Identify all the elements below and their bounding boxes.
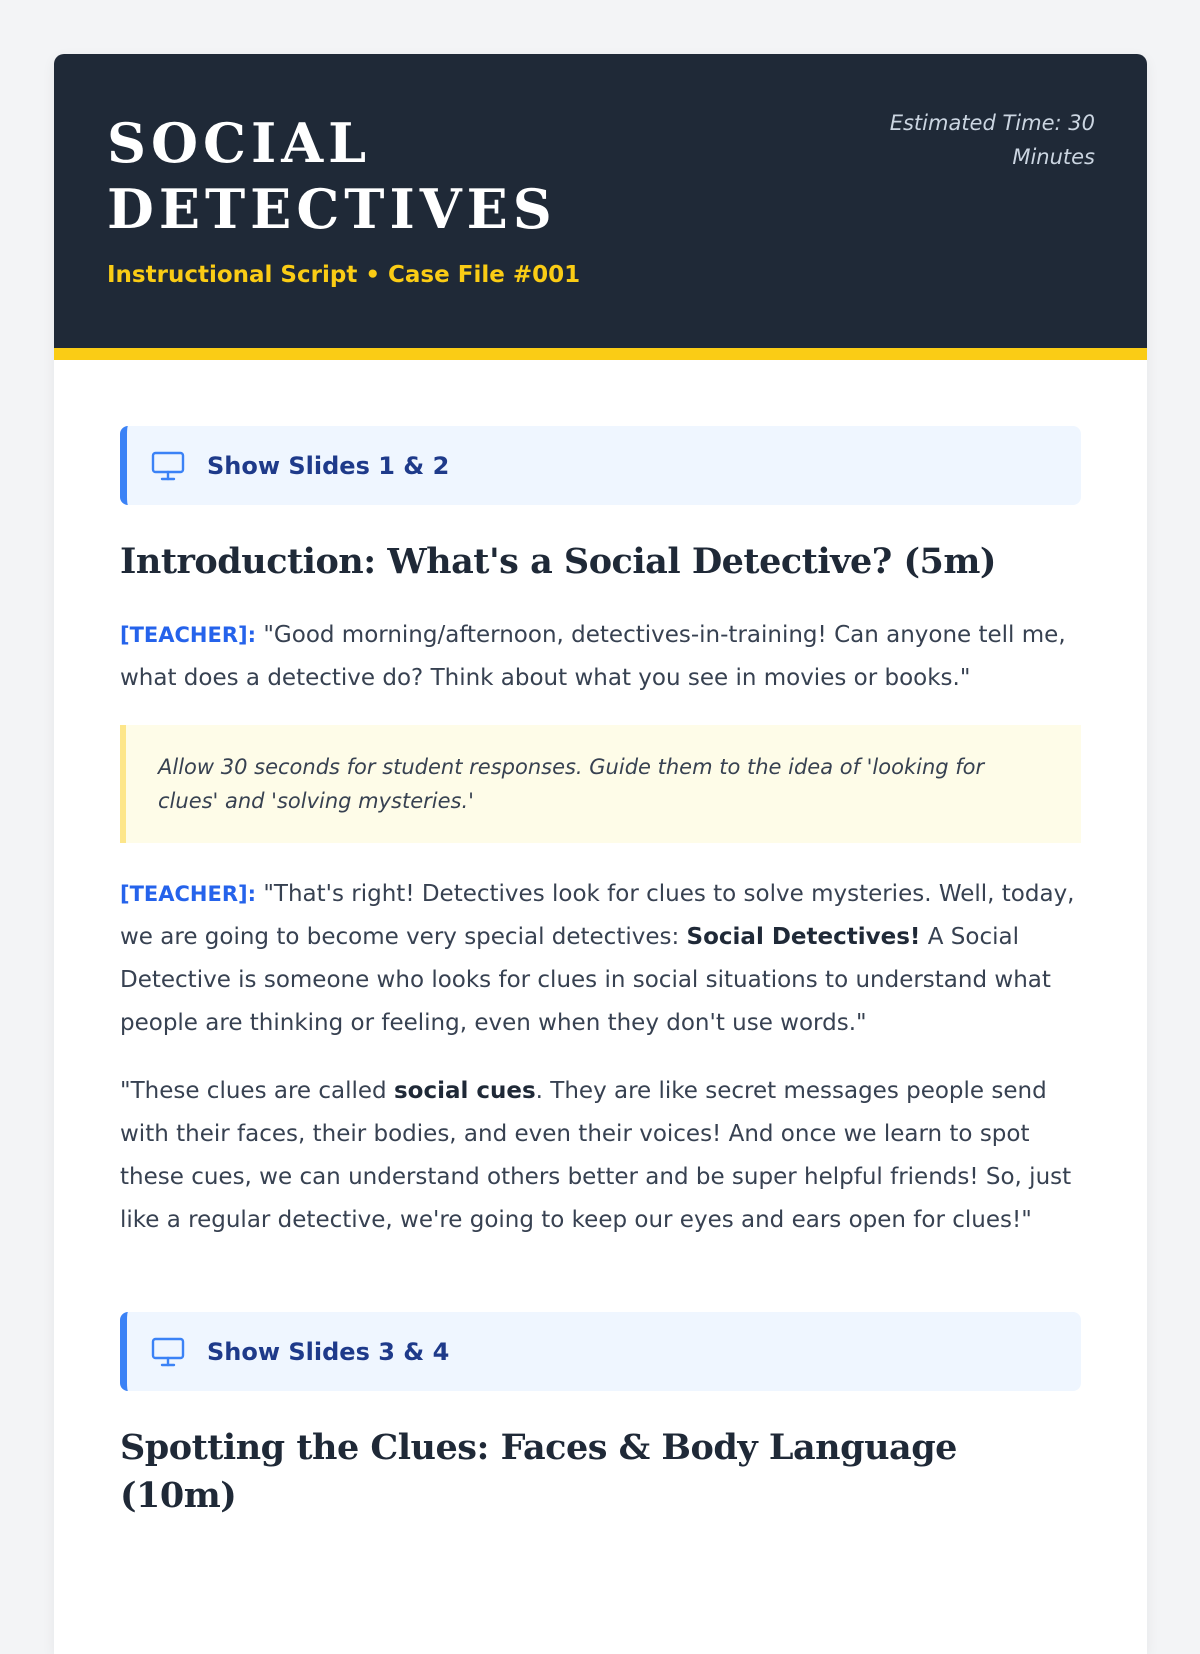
teacher-note: Allow 30 seconds for student responses. Guide them to the idea of 'looking for clues' and 'solving mysteries.' (120, 725, 1081, 843)
monitor-icon (151, 1337, 185, 1367)
monitor-icon (151, 451, 185, 481)
paragraph-text: "These clues are called (120, 1078, 394, 1104)
page-title (107, 110, 627, 242)
paragraph-text: . They are like secret messages people send with their faces, their bodies, and even their voices! And once we learn to spot these cues, we can understand others better and be super helpful friends! So, just like a regular detective, we're going to keep our eyes and ears open for clues!" (120, 1078, 1072, 1233)
title-line-2: DETECTIVES (107, 177, 557, 241)
teacher-line-text: "Good morning/afternoon, detectives-in-training! Can anyone tell me, what does a detective do? Think about what you see in movies or books." (120, 622, 1066, 691)
teacher-line (120, 873, 1081, 1045)
teacher-line-text: "That's right! Detectives look for clues to solve mysteries. Well, today, we are going to become very special detectives: (120, 881, 1075, 950)
section-title: Introduction: What's a Social Detective? (5m) (120, 541, 996, 582)
speaker-label: [TEACHER]: (120, 623, 257, 647)
page-subtitle: Instructional Script • Case File #001 (107, 262, 581, 288)
emphasis-text: Social Detectives! (686, 924, 921, 950)
section-2 (120, 1312, 1081, 1520)
slide-banner-label: Show Slides 3 & 4 (207, 1337, 450, 1366)
emphasis-text: social cues (393, 1078, 536, 1104)
slide-banner-label: Show Slides 1 & 2 (207, 451, 450, 480)
teacher-line-text: A Social Detective is someone who looks for clues in social situations to understand what people are thinking or feeling, even when they don't use words." (120, 924, 1051, 1036)
script-content (54, 360, 1147, 1520)
script-paragraph (120, 1070, 1081, 1242)
slide-banner (120, 426, 1081, 505)
estimated-time: Estimated Time: 30 Minutes (889, 111, 1095, 169)
teacher-line (120, 614, 1081, 700)
slide-banner (120, 1312, 1081, 1391)
section-title: Spotting the Clues: Faces & Body Language (10m) (120, 1427, 957, 1516)
title-line-1: SOCIAL (107, 111, 372, 175)
header (54, 54, 1147, 360)
script-card (54, 54, 1147, 1654)
speaker-label: [TEACHER]: (120, 882, 257, 906)
